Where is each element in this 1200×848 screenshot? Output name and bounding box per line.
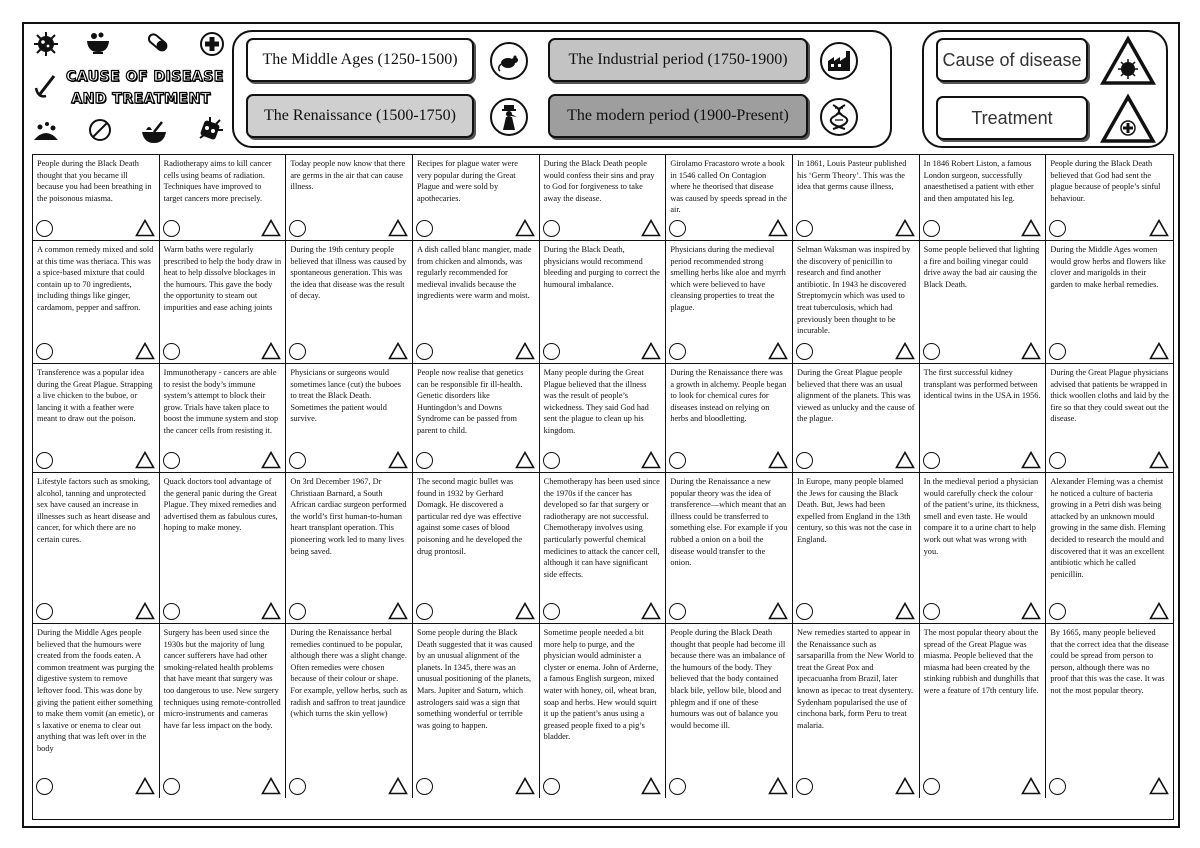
period-circle-checkbox[interactable]: [36, 343, 53, 360]
period-renaissance[interactable]: [246, 94, 474, 138]
card-text: Chemotherapy has been used since the 1970s if the cancer has developed so far that surgery or radiotherapy are not successful. Chemotherapy involves using particularly powerful chemical medicines to attack the cancer cell, although it can have significant side effects.: [543, 477, 660, 579]
period-circle-checkbox[interactable]: [1049, 343, 1066, 360]
period-circle-checkbox[interactable]: [36, 603, 53, 620]
card-grid: [32, 154, 1174, 820]
category-triangle-checkbox[interactable]: [1021, 219, 1041, 237]
period-circle-checkbox[interactable]: [163, 603, 180, 620]
card-cell: [793, 624, 920, 798]
virus-icon: [32, 30, 60, 58]
card-text: Some people believed that lighting a fire and boiling vinegar could drive away the bad air causing the Black Death.: [923, 245, 1040, 289]
category-triangle-checkbox[interactable]: [388, 342, 408, 360]
page-title: [66, 66, 224, 110]
period-circle-checkbox[interactable]: [163, 778, 180, 795]
card-cell: [920, 241, 1047, 364]
category-triangle-checkbox[interactable]: [895, 777, 915, 795]
period-circle-checkbox[interactable]: [669, 220, 686, 237]
card-text: In 1846 Robert Liston, a famous London surgeon, successfully anaesthetised a patient with ether and then amputated his leg.: [923, 159, 1034, 203]
card-text: Lifestyle factors such as smoking, alcohol, tanning and unprotected sex have caused an increase in illnesses such as heart disease and cancer, for which there are no certain cures.: [37, 477, 151, 544]
rat-icon: [490, 42, 528, 80]
card-cell: [160, 624, 287, 798]
category-triangle-checkbox[interactable]: [135, 602, 155, 620]
category-triangle-checkbox[interactable]: [641, 777, 661, 795]
category-triangle-checkbox[interactable]: [135, 219, 155, 237]
logo-block: [32, 28, 232, 146]
category-triangle-checkbox[interactable]: [388, 777, 408, 795]
period-circle-checkbox[interactable]: [36, 220, 53, 237]
card-cell: [793, 473, 920, 624]
category-triangle-checkbox[interactable]: [515, 602, 535, 620]
category-triangle-checkbox[interactable]: [261, 342, 281, 360]
card-cell: [666, 241, 793, 364]
card-text: The second magic bullet was found in 1932 by Gerhard Domagk. He discovered a particular red dye was effective against some cases of blood poisoning and he developed the drug prontosil.: [416, 477, 523, 556]
title-line-1: CAUSE OF DISEASE: [66, 69, 224, 85]
period-circle-checkbox[interactable]: [416, 343, 433, 360]
card-cell: [33, 624, 160, 798]
key-cause-text: Cause of disease: [942, 49, 1082, 70]
card-cell: [540, 155, 667, 241]
mortar-pestle-icon: [32, 72, 60, 100]
card-text: During the Great Plague physicians advised that patients be wrapped in thick woollen cloths and laid by the fire so that they could sweat out the disease.: [1050, 368, 1169, 424]
card-text: Girolamo Fracastoro wrote a book in 1546 called On Contagion where he theorised that disease was caused by speeds spread in the air.: [670, 159, 787, 215]
key-cause-label: [936, 38, 1088, 82]
card-cell: [286, 155, 413, 241]
card-text: The most popular theory about the spread of the Great Plague was miasma. People believed that the miasma had been created by the stinking rubbish and dunghills that were a feature of 17th century life.: [923, 628, 1039, 695]
category-triangle-checkbox[interactable]: [515, 777, 535, 795]
period-circle-checkbox[interactable]: [669, 343, 686, 360]
card-text: By 1665, many people believed that the correct idea that the disease could be spread from person to person, although there was no proof that this was the case. It was not the most popular theory.: [1050, 628, 1169, 695]
card-cell: [666, 473, 793, 624]
card-text: People during the Black Death thought that people had become ill because there was an imbalance of the humours of the body. They believed that the body contained black bile, yellow bile, blood and phlegm and if one of these humours was out of balance you would become ill.: [670, 628, 786, 730]
category-triangle-checkbox[interactable]: [261, 777, 281, 795]
card-cell: [286, 624, 413, 798]
card-cell: [793, 241, 920, 364]
card-text: In 1861, Louis Pasteur published his ‘Germ Theory’. This was the idea that germs cause illness,: [796, 159, 907, 192]
card-text: Today people now know that there are germs in the air that can cause illness.: [290, 159, 406, 192]
category-triangle-checkbox[interactable]: [388, 451, 408, 469]
cause-triangle-virus-icon: [1100, 36, 1156, 86]
card-text: Immunotherapy - cancers are able to resist the body’s immune system’s attempt to block their grow. Trials have taken place to boost the immune system and stop the cancer cells from resisting it.: [163, 368, 279, 435]
category-triangle-checkbox[interactable]: [895, 342, 915, 360]
category-triangle-checkbox[interactable]: [1149, 602, 1169, 620]
category-triangle-checkbox[interactable]: [1021, 777, 1041, 795]
card-text: Physicians or surgeons would sometimes lance (cut) the buboes to treat the Black Death. Sometimes the patient would survive.: [290, 368, 401, 424]
period-circle-checkbox[interactable]: [923, 778, 940, 795]
card-text: During the Middle Ages women would grow herbs and flowers like clover and marigolds in their garden to make herbal remedies.: [1050, 245, 1166, 289]
plague-doctor-icon: [490, 98, 528, 136]
card-text: During the 19th century people believed that illness was caused by spontaneous generation. This was the idea that disease was the result of decay.: [290, 245, 407, 301]
card-text: Some people during the Black Death suggested that it was caused by an unusual alignment of the planets. In 1345, there was an unusual positioning of the planets, Mars. Jupiter and Saturn, which astrologers said was a sign that something wonderful or terrible was going to happen.: [416, 628, 533, 730]
card-text: During the Great Plague people believed that there was an usual alignment of the planets. This was viewed as unlucky and the cause of the plague.: [796, 368, 915, 424]
period-circle-checkbox[interactable]: [289, 452, 306, 469]
pill-capsule-icon: [144, 28, 172, 56]
category-triangle-checkbox[interactable]: [768, 451, 788, 469]
period-circle-checkbox[interactable]: [669, 603, 686, 620]
card-text: People now realise that genetics can be responsible fir ill-health. Genetic disorders like Huntingdon’s and Downs Syndrome can be passed from parent to child.: [416, 368, 524, 435]
category-triangle-checkbox[interactable]: [1021, 342, 1041, 360]
period-circle-checkbox[interactable]: [163, 220, 180, 237]
herbs-icon: [32, 116, 60, 144]
category-triangle-checkbox[interactable]: [1149, 451, 1169, 469]
period-circle-checkbox[interactable]: [796, 343, 813, 360]
period-circle-checkbox[interactable]: [1049, 778, 1066, 795]
period-circle-checkbox[interactable]: [1049, 220, 1066, 237]
card-cell: [540, 624, 667, 798]
period-circle-checkbox[interactable]: [543, 220, 560, 237]
card-cell: [540, 364, 667, 473]
category-triangle-checkbox[interactable]: [515, 219, 535, 237]
key-treatment-label: [936, 96, 1088, 140]
card-cell: [160, 241, 287, 364]
card-cell: [1046, 624, 1173, 798]
card-text: Physicians during the medieval period recommended strong smelling herbs like aloe and myrrh which were believed to have cleansing properties to treat the plague.: [670, 245, 786, 312]
category-triangle-checkbox[interactable]: [1149, 342, 1169, 360]
period-circle-checkbox[interactable]: [543, 343, 560, 360]
mixing-bowl-icon: [140, 118, 168, 146]
period-label: The Renaissance (1500-1750): [264, 107, 456, 124]
card-cell: [793, 155, 920, 241]
card-text: A dish called blanc mangier, made from chicken and almonds, was regularly recommended for medieval invalids because the ingredients were warm and moist.: [416, 245, 532, 301]
period-circle-checkbox[interactable]: [796, 778, 813, 795]
category-triangle-checkbox[interactable]: [1021, 451, 1041, 469]
card-cell: [1046, 155, 1173, 241]
card-text: During the Renaissance herbal remedies continued to be popular, although there was a slight change. Often remedies were chosen because of their colour or shape. For example, yellow herbs, such as radish and saffron to treat jaundice (which turns the skin yellow): [290, 628, 408, 719]
category-triangle-checkbox[interactable]: [515, 342, 535, 360]
card-text: Surgery has been used since the 1930s but the majority of lung cancer sufferers have had other smoking-related health problems that have meant that surgery was too dangerous to use. New surgery techniques using remote-controlled micro-instruments and cameras have far less impact on the body.: [163, 628, 281, 730]
card-cell: [920, 624, 1047, 798]
card-cell: [413, 241, 540, 364]
category-triangle-checkbox[interactable]: [1149, 777, 1169, 795]
key-treatment-text: Treatment: [971, 107, 1053, 128]
category-triangle-checkbox[interactable]: [641, 602, 661, 620]
period-circle-checkbox[interactable]: [543, 778, 560, 795]
category-triangle-checkbox[interactable]: [768, 219, 788, 237]
category-triangle-checkbox[interactable]: [135, 451, 155, 469]
category-triangle-checkbox[interactable]: [895, 219, 915, 237]
card-cell: [1046, 473, 1173, 624]
card-text: Quack doctors tool advantage of the general panic during the Great Plague. They mixed remedies and advertised them as fabulous cures, hoping to make money.: [163, 477, 278, 533]
category-triangle-checkbox[interactable]: [1149, 219, 1169, 237]
period-label: The Industrial period (1750-1900): [568, 51, 788, 68]
tablet-icon: [86, 116, 114, 144]
factory-icon: [820, 42, 858, 80]
dna-icon: [820, 98, 858, 136]
treatment-triangle-cross-icon: [1100, 94, 1156, 144]
period-circle-checkbox[interactable]: [36, 778, 53, 795]
card-cell: [160, 473, 287, 624]
card-cell: [540, 473, 667, 624]
card-cell: [920, 364, 1047, 473]
category-triangle-checkbox[interactable]: [768, 777, 788, 795]
card-text: During the Black Death people would confess their sins and pray to God for forgiveness to take away the disease.: [543, 159, 655, 203]
period-circle-checkbox[interactable]: [543, 603, 560, 620]
card-text: The first successful kidney transplant was performed between identical twins in the USA in 1956.: [923, 368, 1041, 401]
period-circle-checkbox[interactable]: [416, 603, 433, 620]
card-text: New remedies started to appear in the Renaissance such as sarsaparilla from the New World to treat the Great Pox and ipecacuanha from Brazil, later known as ipecac to treat dysentery. Sydenham popularised the use of cinchona bark, form Peru to treat malaria.: [796, 628, 914, 730]
period-circle-checkbox[interactable]: [923, 343, 940, 360]
card-text: During the Renaissance there was a growth in alchemy. People began to look for chemical cures for diseases instead on relying on herbs and bloodletting.: [670, 368, 787, 424]
period-middle-ages[interactable]: [246, 38, 474, 82]
card-cell: [33, 473, 160, 624]
card-cell: [920, 155, 1047, 241]
card-text: Many people during the Great Plague believed that the illness was the result of people’s wickedness. They said God had sent the plague to clean up his kingdom.: [543, 368, 649, 435]
period-modern[interactable]: [548, 94, 808, 138]
category-triangle-checkbox[interactable]: [895, 451, 915, 469]
period-circle-checkbox[interactable]: [289, 603, 306, 620]
period-circle-checkbox[interactable]: [923, 220, 940, 237]
category-triangle-checkbox[interactable]: [641, 342, 661, 360]
period-circle-checkbox[interactable]: [36, 452, 53, 469]
bowl-icon: [84, 28, 112, 56]
card-cell: [540, 241, 667, 364]
category-triangle-checkbox[interactable]: [1021, 602, 1041, 620]
card-text: Recipes for plague water were very popular during the Great Plague and were sold by apothecaries.: [416, 159, 518, 203]
period-circle-checkbox[interactable]: [796, 452, 813, 469]
category-triangle-checkbox[interactable]: [135, 342, 155, 360]
card-text: People during the Black Death believed that God had sent the plague because of people’s sinful behaviour.: [1050, 159, 1161, 203]
card-cell: [666, 624, 793, 798]
card-cell: [413, 473, 540, 624]
card-text: In Europe, many people blamed the Jews for causing the Black Death. But, Jews had been expelled from England in the 13th century, so this was not the case in England.: [796, 477, 912, 544]
period-circle-checkbox[interactable]: [289, 220, 306, 237]
card-text: People during the Black Death thought that you became ill because you had been breathing in the poisonous miasma.: [37, 159, 152, 203]
period-circle-checkbox[interactable]: [543, 452, 560, 469]
card-cell: [286, 241, 413, 364]
card-cell: [413, 364, 540, 473]
card-text: Selman Waksman was inspired by the discovery of penicillin to research and find another antibiotic. In 1943 he discovered Streptomycin which was used to treat tuberculosis, which had previously been thought to be incurable.: [796, 245, 911, 336]
card-text: Alexander Fleming was a chemist he noticed a culture of bacteria growing in a Petri dish was being attacked by an unknown mould growing in the same dish. Fleming decided to research the mould and discovered that it was an excellent antibiotic which he called penicillin.: [1050, 477, 1166, 579]
period-industrial[interactable]: [548, 38, 808, 82]
card-cell: [160, 364, 287, 473]
card-cell: [33, 155, 160, 241]
period-label: The Middle Ages (1250-1500): [262, 51, 458, 68]
category-triangle-checkbox[interactable]: [768, 342, 788, 360]
period-circle-checkbox[interactable]: [923, 452, 940, 469]
card-text: During the Black Death, physicians would recommend bleeding and purging to correct the humoural imbalance.: [543, 245, 660, 289]
period-label: The modern period (1900-Present): [567, 107, 789, 124]
card-cell: [413, 155, 540, 241]
category-triangle-checkbox[interactable]: [895, 602, 915, 620]
period-circle-checkbox[interactable]: [416, 452, 433, 469]
card-text: Warm baths were regularly prescribed to help the body draw in heat to help dissolve blockages in the humours. This gave the body the opportunity to steam out impurities and ease aching joints: [163, 245, 282, 312]
period-circle-checkbox[interactable]: [163, 452, 180, 469]
card-text: During the Renaissance a new popular theory was the idea of transference—which meant that an illness could be transferred to something else. For example if you rubbed a onion on a boil the disease would transfer to the onion.: [670, 477, 788, 568]
category-triangle-checkbox[interactable]: [261, 451, 281, 469]
germ-icon: [196, 116, 224, 144]
card-cell: [1046, 364, 1173, 473]
card-cell: [920, 473, 1047, 624]
period-circle-checkbox[interactable]: [163, 343, 180, 360]
card-cell: [666, 364, 793, 473]
card-text: Radiotherapy aims to kill cancer cells using beams of radiation. Techniques have improved to target cancers more precisely.: [163, 159, 272, 203]
period-circle-checkbox[interactable]: [289, 778, 306, 795]
title-line-2: AND TREATMENT: [71, 91, 211, 107]
card-cell: [160, 155, 287, 241]
category-triangle-checkbox[interactable]: [388, 219, 408, 237]
category-triangle-checkbox[interactable]: [388, 602, 408, 620]
key-panel: [922, 30, 1168, 148]
worksheet: [22, 22, 1180, 828]
category-triangle-checkbox[interactable]: [515, 451, 535, 469]
period-circle-checkbox[interactable]: [923, 603, 940, 620]
period-circle-checkbox[interactable]: [416, 778, 433, 795]
card-cell: [286, 473, 413, 624]
card-text: A common remedy mixed and sold at this time was theriaca. This was a spice-based mixture that could contain up to 70 ingredients, including things like ginger, cardamom, pepper and saffron.: [37, 245, 154, 312]
category-triangle-checkbox[interactable]: [641, 451, 661, 469]
medical-cross-icon: [198, 30, 226, 58]
card-cell: [666, 155, 793, 241]
card-cell: [33, 241, 160, 364]
card-cell: [1046, 241, 1173, 364]
period-circle-checkbox[interactable]: [669, 778, 686, 795]
card-text: Sometime people needed a bit more help to purge, and the physician would administer a clyster or enema. John of Arderne, a famous English surgeon, mixed water with honey, oil, wheat bran, soap and herbs. Hew would squirt it up the patient’s anus using a greased people fixed to a pig’s bladder.: [543, 628, 659, 742]
category-triangle-checkbox[interactable]: [768, 602, 788, 620]
category-triangle-checkbox[interactable]: [641, 219, 661, 237]
period-circle-checkbox[interactable]: [1049, 452, 1066, 469]
category-triangle-checkbox[interactable]: [135, 777, 155, 795]
card-cell: [33, 364, 160, 473]
card-text: On 3rd December 1967, Dr Christiaan Barnard, a South African cardiac surgeon performed the world’s first human-to-human heart transplant operation. This pioneering work led to many lives being saved.: [290, 477, 407, 556]
periods-panel: [232, 30, 892, 148]
card-text: In the medieval period a physician would carefully check the colour of the patient’s urine, its thickness, smell and even taste. He would compare it to a urine chart to help work out what was wrong with you.: [923, 477, 1040, 556]
card-text: During the Middle Ages people believed that the humours were created from the foods eaten. A common treatment was purging the digestive system to remove leftover food. This was done by giving the patient either something to make them vomit (an emetic), or s laxative or enema to clear out anything that was left over in the body: [37, 628, 155, 753]
period-circle-checkbox[interactable]: [1049, 603, 1066, 620]
period-circle-checkbox[interactable]: [416, 220, 433, 237]
period-circle-checkbox[interactable]: [289, 343, 306, 360]
card-cell: [286, 364, 413, 473]
card-cell: [793, 364, 920, 473]
card-cell: [413, 624, 540, 798]
period-circle-checkbox[interactable]: [796, 220, 813, 237]
category-triangle-checkbox[interactable]: [261, 602, 281, 620]
period-circle-checkbox[interactable]: [669, 452, 686, 469]
period-circle-checkbox[interactable]: [796, 603, 813, 620]
card-text: Transference was a popular idea during the Great Plague. Strapping a live chicken to the buboe, or lancing it with a feather were meant to draw out the poison.: [37, 368, 153, 424]
category-triangle-checkbox[interactable]: [261, 219, 281, 237]
